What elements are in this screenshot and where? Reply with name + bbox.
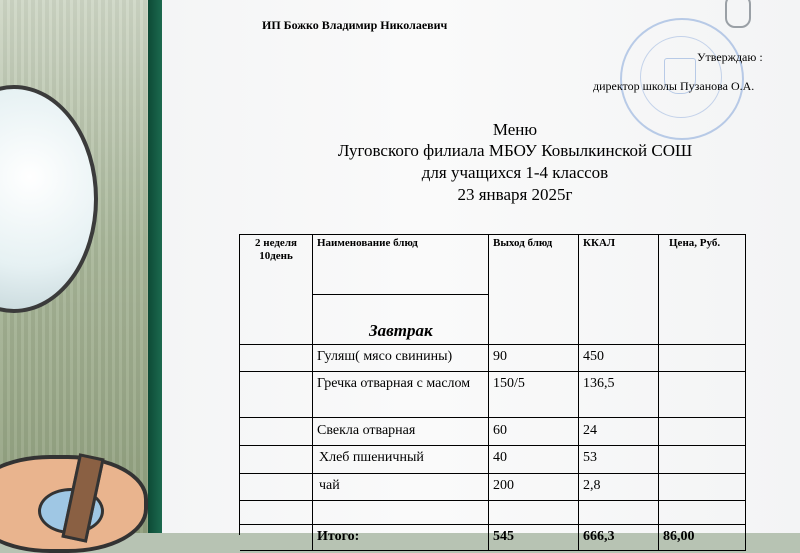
- dish-price: [659, 446, 746, 474]
- table-cell-day: [240, 372, 313, 418]
- dish-kcal: 450: [579, 345, 659, 372]
- board-frame-edge: [148, 0, 162, 533]
- dish-kcal: [579, 501, 659, 525]
- total-price: 86,00: [659, 525, 746, 551]
- dish-kcal: 24: [579, 418, 659, 446]
- dish-kcal: 136,5: [579, 372, 659, 418]
- table-cell-day: [240, 345, 313, 372]
- table-cell-day: [240, 501, 313, 525]
- menu-date: 23 января 2025г: [457, 185, 573, 204]
- director-signature-line: директор школы Пузанова О.А.: [593, 79, 755, 93]
- audience-line: для учащихся 1-4 классов: [421, 163, 609, 182]
- header-kcal: ККАЛ: [579, 235, 659, 345]
- dish-name: Хлеб пшеничный: [313, 446, 489, 474]
- dish-price: [659, 474, 746, 501]
- table-cell-day: [240, 474, 313, 501]
- header-dish-name: Наименование блюд: [313, 235, 489, 295]
- header-price: Цена, Руб.: [659, 235, 746, 345]
- section-breakfast-cell: [313, 295, 489, 345]
- dish-yield: 60: [489, 418, 579, 446]
- school-name: Луговского филиала МБОУ Ковылкинской СОШ: [337, 141, 693, 160]
- dish-yield: 90: [489, 345, 579, 372]
- dish-yield: 150/5: [489, 372, 579, 418]
- dish-name: чай: [313, 474, 489, 501]
- menu-table: [239, 234, 746, 544]
- dish-price: [659, 372, 746, 418]
- dish-price: [659, 345, 746, 372]
- menu-title: Меню: [492, 120, 538, 139]
- header-yield: Выход блюд: [489, 235, 579, 345]
- total-kcal: 666,3: [579, 525, 659, 551]
- table-cell-day: [240, 525, 313, 551]
- dish-price: [659, 501, 746, 525]
- total-label: Итого:: [313, 525, 489, 551]
- owner-name: ИП Божко Владимир Николаевич: [262, 18, 448, 32]
- dish-yield: 40: [489, 446, 579, 474]
- dish-yield: 200: [489, 474, 579, 501]
- approve-label: Утверждаю :: [697, 50, 763, 64]
- dish-name: Свекла отварная: [313, 418, 489, 446]
- dish-kcal: 2,8: [579, 474, 659, 501]
- dish-kcal: 53: [579, 446, 659, 474]
- total-yield: 545: [489, 525, 579, 551]
- dish-name: Гуляш( мясо свинины): [313, 345, 489, 372]
- background-poster: [0, 0, 160, 533]
- dish-name: Гречка отварная с маслом: [313, 372, 489, 418]
- table-cell-day: [240, 446, 313, 474]
- section-breakfast: Завтрак: [369, 321, 433, 340]
- header-day: 2 неделя 10день: [240, 235, 313, 345]
- dish-price: [659, 418, 746, 446]
- dish-name: [313, 501, 489, 525]
- table-cell-day: [240, 418, 313, 446]
- dish-yield: [489, 501, 579, 525]
- paper-clip: [725, 0, 751, 28]
